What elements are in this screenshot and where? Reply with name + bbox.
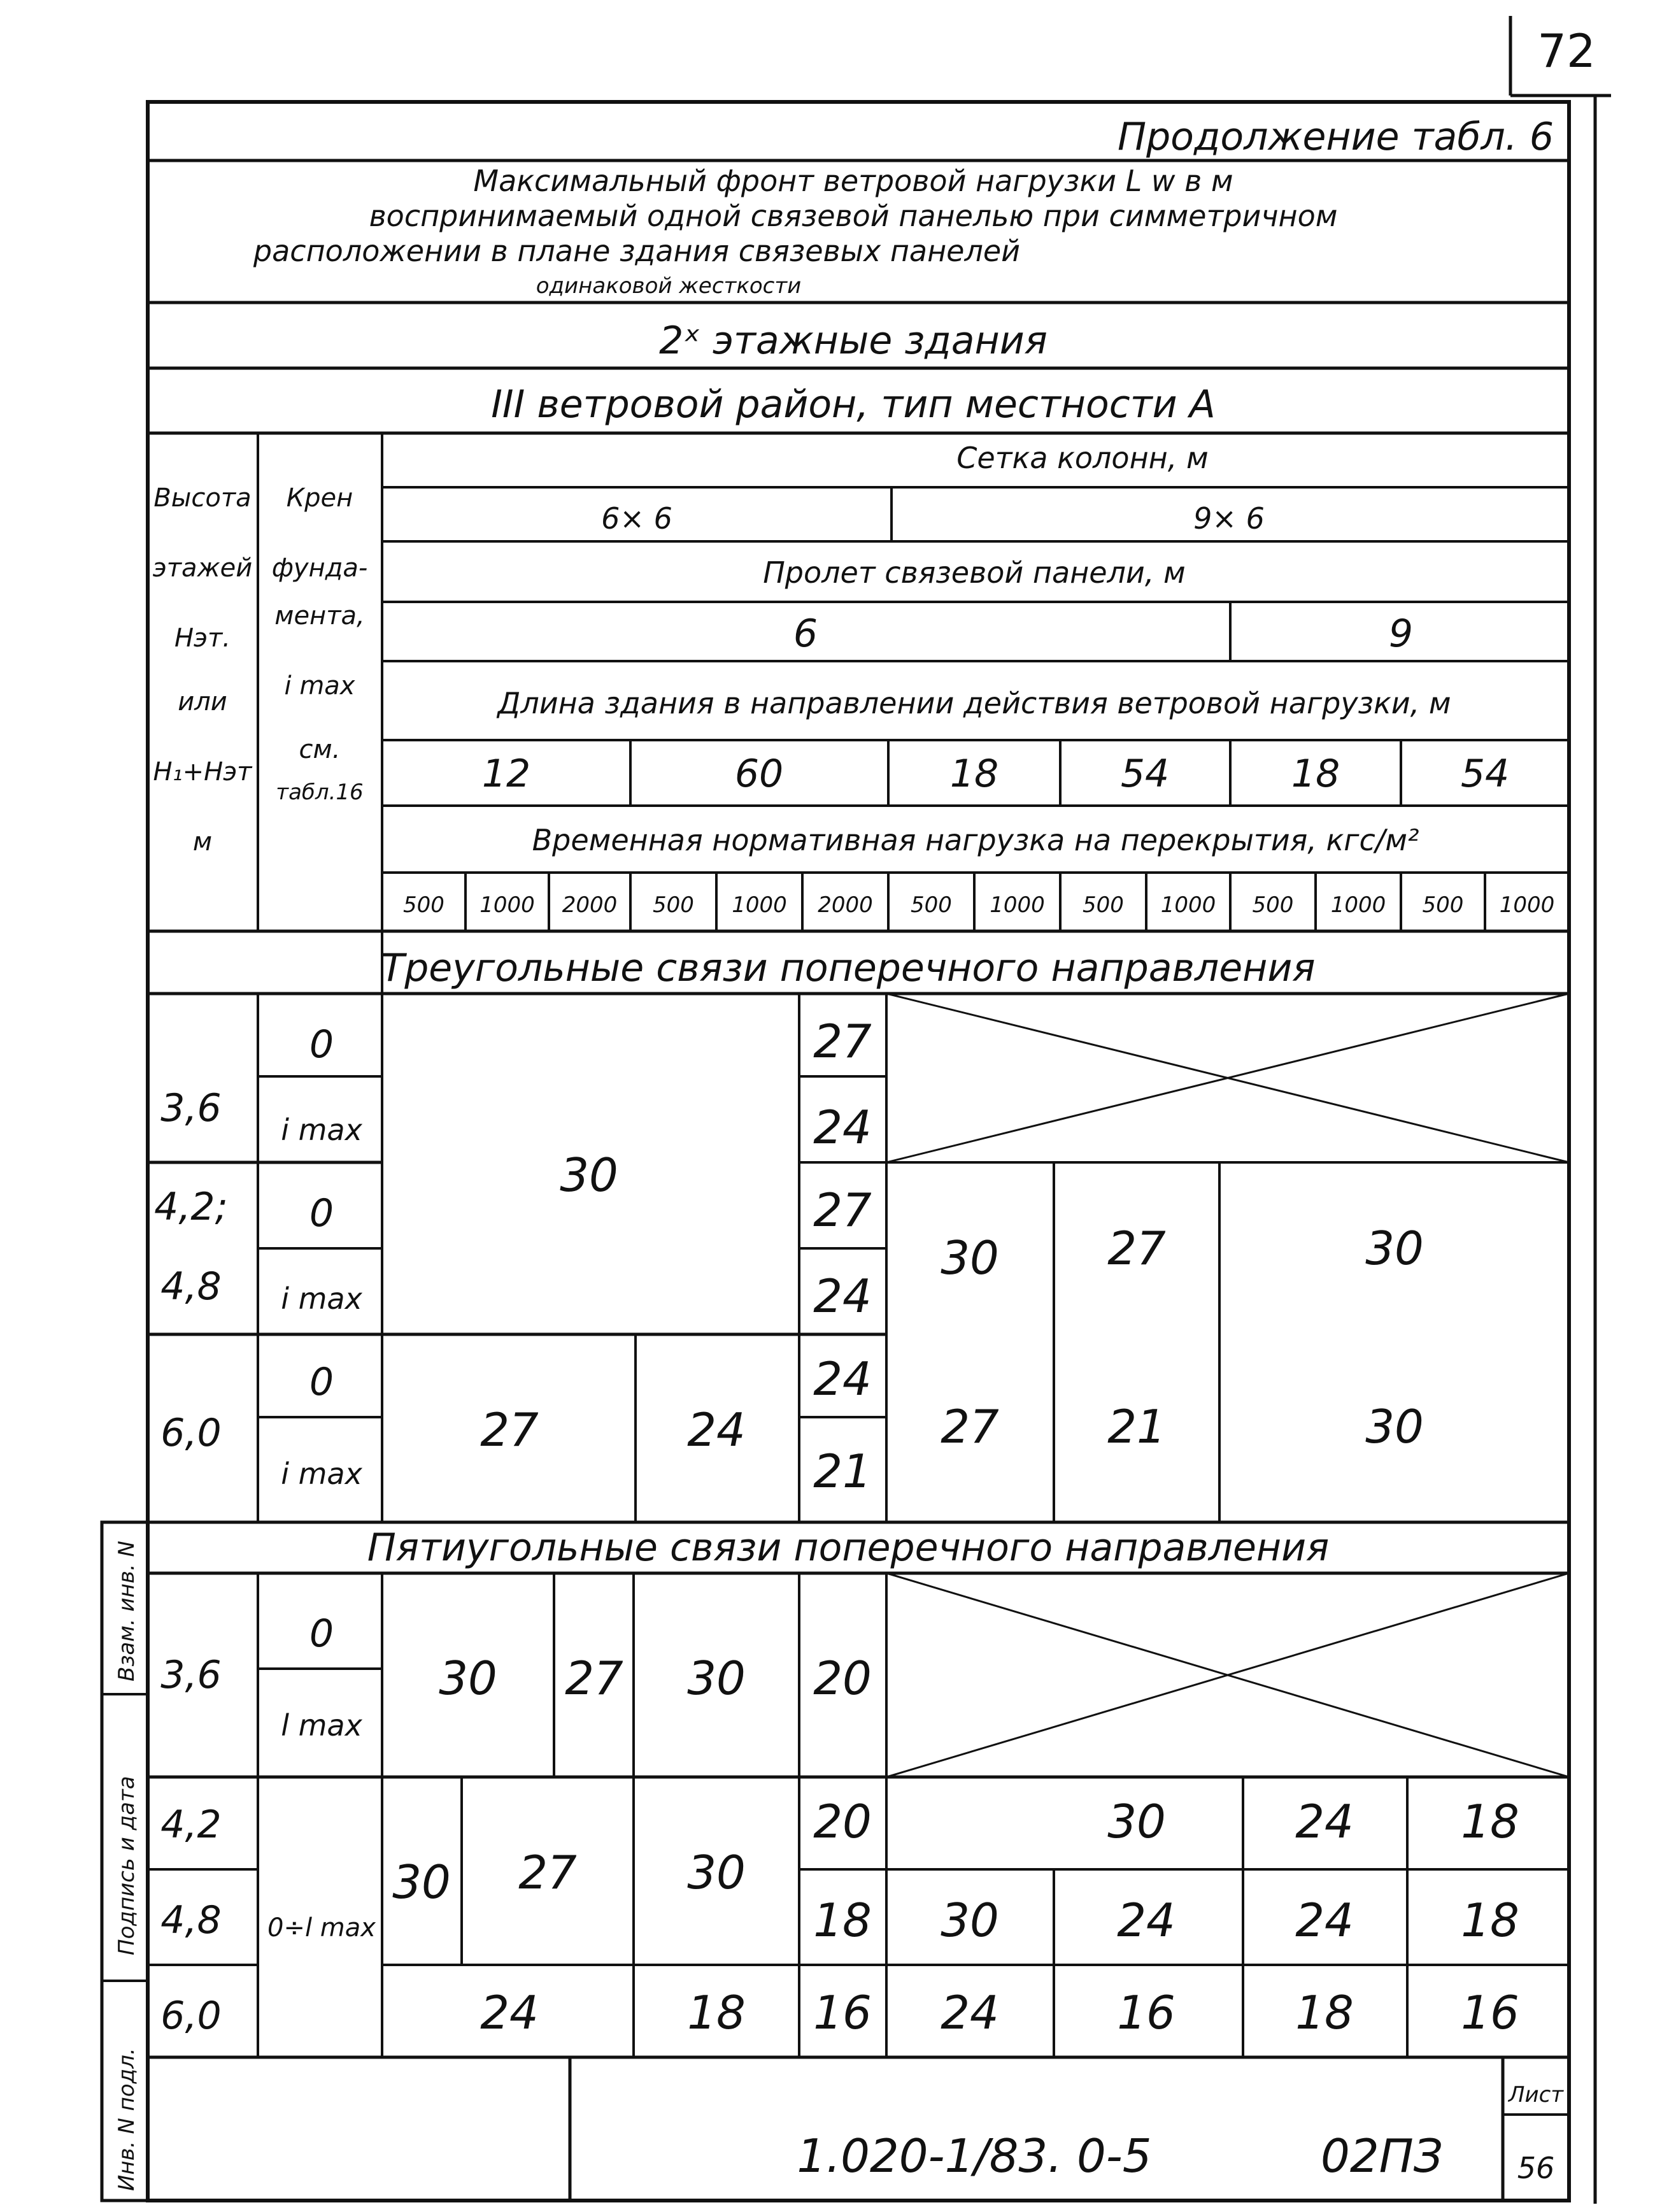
s1-cell-30-low: 30 — [1365, 1400, 1424, 1453]
svg-text:см.: см. — [299, 735, 341, 764]
svg-text:i max: i max — [284, 671, 355, 701]
s1-height-3-6: 3,6 — [160, 1086, 222, 1131]
s1-roll-max-c: i max — [281, 1457, 362, 1491]
s1-roll-max-a: i max — [281, 1113, 362, 1147]
s1-cell-27b: 27 — [813, 1183, 872, 1237]
side-label-replace: Взам. инв. N — [114, 1541, 139, 1681]
svg-text:м: м — [192, 827, 213, 857]
svg-text:54: 54 — [1460, 752, 1510, 796]
side-label-sign: Подпись и дата — [114, 1776, 139, 1955]
s2-cell-18d: 18 — [687, 1986, 746, 2039]
height-column-header — [153, 483, 253, 857]
s2-height-4-8: 4,8 — [160, 1898, 222, 1943]
title-line-3: расположении в плане здания связевых панелей — [253, 234, 1021, 268]
svg-text:18: 18 — [949, 752, 999, 796]
load-value-13: 1000 — [1499, 892, 1555, 918]
page-number-box — [1510, 16, 1611, 96]
svg-text:54: 54 — [1120, 752, 1170, 796]
title-line-2: воспринимаемый одной связевой панелью при симметричном — [369, 199, 1338, 233]
section1-lines — [148, 994, 1569, 1522]
load-value-7: 1000 — [990, 892, 1045, 918]
grid-title: Сетка колонн, м — [956, 441, 1209, 475]
svg-text:60: 60 — [734, 752, 784, 796]
load-value-4: 1000 — [732, 892, 787, 918]
s1-cell-24a: 24 — [813, 1101, 872, 1154]
s2-cell-27b: 27 — [518, 1846, 577, 1899]
load-value-12: 500 — [1422, 892, 1464, 918]
s2-cell-24b: 24 — [1117, 1894, 1176, 1947]
page-number: 72 — [1537, 24, 1596, 78]
grid-9x6: 9× 6 — [1193, 501, 1265, 536]
continuation-label: Продолжение табл. 6 — [1117, 115, 1554, 159]
svg-text:табл.16: табл.16 — [276, 780, 364, 805]
section1-title: Треугольные связи поперечного направления — [381, 946, 1316, 990]
s1-height-6-0: 6,0 — [160, 1411, 222, 1455]
section2-title: Пятиугольные связи поперечного направления — [367, 1525, 1330, 1570]
s2-cell-16a: 16 — [813, 1986, 872, 2039]
side-stamp — [102, 1522, 148, 2201]
title-block — [570, 2057, 1569, 2201]
s2-cell-30b: 30 — [687, 1652, 746, 1705]
s2-cell-24d: 24 — [480, 1986, 539, 2039]
span-title: Пролет связевой панели, м — [763, 555, 1186, 590]
s2-cell-16b: 16 — [1117, 1986, 1176, 2039]
s2-roll-max: l max — [281, 1708, 362, 1743]
s2-cell-20b: 20 — [813, 1795, 872, 1848]
svg-text:18: 18 — [1291, 752, 1340, 796]
s1-roll-0-c: 0 — [309, 1360, 334, 1404]
load-value-3: 500 — [653, 892, 694, 918]
s1-cell-24c: 24 — [813, 1352, 872, 1406]
s2-roll-range: 0÷l max — [267, 1913, 376, 1943]
load-values — [403, 892, 1554, 918]
doc-part: 02ПЗ — [1321, 2129, 1443, 2183]
s2-cell-24c: 24 — [1295, 1894, 1354, 1947]
length-values — [482, 752, 1509, 796]
building-type: 2ˣ этажные здания — [659, 318, 1048, 363]
span-9: 9 — [1388, 611, 1414, 656]
svg-text:Крен: Крен — [286, 483, 353, 513]
svg-text:фунда-: фунда- — [271, 553, 368, 583]
s1-cell-27-low-b: 27 — [941, 1400, 999, 1453]
svg-text:Нэт.: Нэт. — [174, 624, 231, 653]
s1-cell-27-mid: 27 — [1107, 1222, 1166, 1275]
s2-cell-30a: 30 — [439, 1652, 497, 1705]
load-value-5: 2000 — [818, 892, 873, 918]
svg-text:или: или — [178, 687, 227, 717]
load-value-0: 500 — [403, 892, 444, 918]
s1-roll-0-a: 0 — [309, 1022, 334, 1067]
s2-cell-18a: 18 — [1461, 1795, 1519, 1848]
s1-cell-24-low: 24 — [687, 1403, 746, 1457]
s2-cell-30f: 30 — [941, 1894, 999, 1947]
s1-cell-21-low: 21 — [1107, 1400, 1166, 1453]
s1-cell-30-mid: 30 — [941, 1231, 999, 1285]
load-value-9: 1000 — [1160, 892, 1216, 918]
wind-region: III ветровой район, тип местности А — [491, 382, 1216, 427]
s1-roll-max-b: i max — [281, 1281, 362, 1316]
load-value-11: 1000 — [1330, 892, 1386, 918]
side-label-inv: Инв. N подл. — [114, 2048, 139, 2191]
s2-cell-27a: 27 — [565, 1652, 623, 1705]
span-6: 6 — [793, 611, 818, 656]
s1-roll-0-b: 0 — [309, 1191, 334, 1236]
s2-cell-24a: 24 — [1295, 1795, 1354, 1848]
s2-height-6-0: 6,0 — [160, 1994, 222, 2038]
roll-column-header — [272, 483, 368, 805]
load-value-1: 1000 — [479, 892, 535, 918]
load-value-2: 2000 — [562, 892, 618, 918]
load-value-6: 500 — [911, 892, 952, 918]
load-value-8: 500 — [1083, 892, 1124, 918]
s2-cell-30e: 30 — [1107, 1795, 1166, 1848]
s1-cell-24b: 24 — [813, 1269, 872, 1323]
s2-cell-24e: 24 — [941, 1986, 999, 2039]
sheet-label: Лист — [1508, 2082, 1564, 2108]
s2-height-3-6: 3,6 — [160, 1653, 222, 1697]
s1-cell-21c: 21 — [813, 1445, 872, 1498]
svg-text:Н₁+Нэт: Н₁+Нэт — [153, 757, 252, 787]
s2-cell-16c: 16 — [1461, 1986, 1519, 2039]
load-title: Временная нормативная нагрузка на перекрытия, кгс/м² — [532, 823, 1419, 857]
s1-cell-30: 30 — [560, 1148, 618, 1202]
s1-cell-27-low: 27 — [480, 1403, 539, 1457]
s2-cell-30c: 30 — [392, 1855, 451, 1909]
s2-height-4-2: 4,2 — [160, 1802, 222, 1847]
doc-code: 1.020-1/83. 0-5 — [797, 2129, 1152, 2183]
s2-cell-18b: 18 — [813, 1894, 872, 1947]
load-value-10: 500 — [1252, 892, 1294, 918]
s1-cell-30-right: 30 — [1365, 1222, 1424, 1275]
svg-text:мента,: мента, — [274, 601, 365, 631]
svg-text:12: 12 — [481, 752, 531, 796]
title-line-1: Максимальный фронт ветровой нагрузки L w в м — [473, 164, 1233, 198]
s2-cell-18e: 18 — [1295, 1986, 1354, 2039]
s1-height-4-8: 4,8 — [160, 1264, 222, 1309]
grid-6x6: 6× 6 — [601, 501, 672, 536]
length-title: Длина здания в направлении действия ветровой нагрузки, м — [497, 686, 1451, 720]
sheet-number: 56 — [1517, 2151, 1555, 2185]
svg-text:Высота: Высота — [153, 483, 252, 513]
s2-cell-30d: 30 — [687, 1846, 746, 1899]
svg-text:этажей: этажей — [152, 553, 253, 583]
title-line-4: одинаковой жесткости — [536, 273, 802, 299]
s2-roll-0: 0 — [309, 1611, 334, 1656]
s2-cell-20a: 20 — [813, 1652, 872, 1705]
s1-cell-27a: 27 — [813, 1015, 872, 1068]
s2-cell-18c: 18 — [1461, 1894, 1519, 1947]
s1-height-4-2: 4,2; — [154, 1185, 228, 1229]
